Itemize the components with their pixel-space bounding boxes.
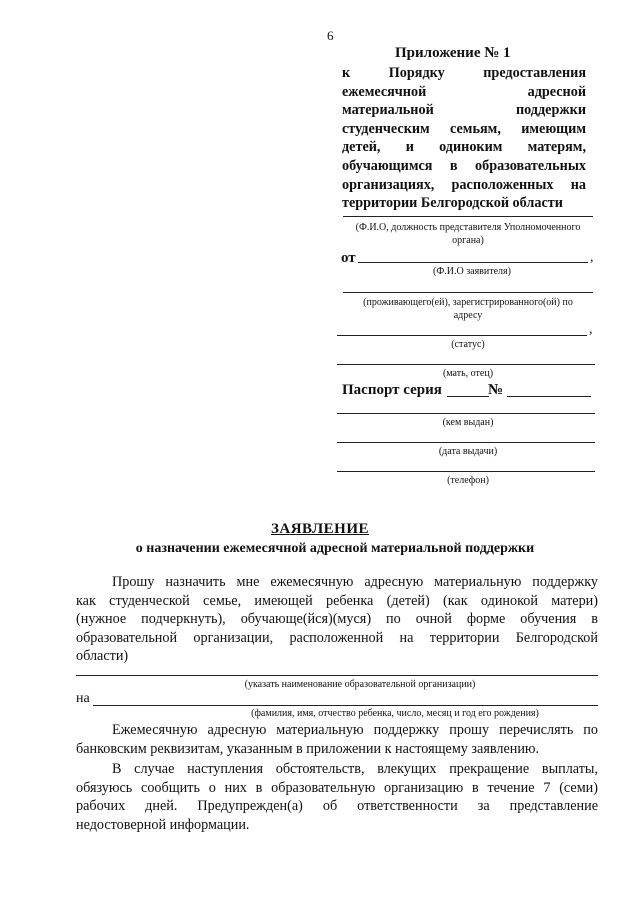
statement-title-text: ЗАЯВЛЕНИЕ — [270, 521, 370, 537]
appendix-line: детей, и одиноким матерям, — [342, 139, 586, 156]
passport-number-field[interactable] — [507, 396, 591, 397]
paragraph-line: как студенческой семье, имеющей ребенка (детей) (как одинокой матери) — [76, 592, 598, 609]
appendix-line: материальной поддержки — [342, 102, 586, 119]
appendix-line: к Порядку предоставления — [342, 65, 586, 81]
address-comma: , — [589, 322, 593, 337]
na-label: на — [76, 691, 90, 706]
issued-by-field-line[interactable] — [337, 413, 595, 414]
paragraph-line: недостоверной информации. — [76, 816, 250, 833]
page-number: 6 — [327, 28, 334, 43]
paragraph-line: области) — [76, 648, 129, 665]
statement-paragraph-1 — [76, 573, 598, 666]
appendix-line: организациях, расположенных на — [342, 176, 586, 193]
from-comma: , — [590, 250, 594, 265]
mother-father-caption: (мать, отец) — [442, 368, 494, 379]
statement-title — [0, 521, 640, 538]
applicant-caption: (Ф.И.О заявителя) — [433, 266, 511, 277]
paragraph-line: (нужное подчеркнуть), обучающе(йся)(муся) по очной форме обучения в — [76, 611, 598, 628]
phone-caption: (телефон) — [447, 475, 489, 486]
paragraph-line: банковским реквизитам, указанным в приложении к настоящему заявлению. — [76, 740, 540, 757]
address-caption-line-2: адресу — [453, 310, 483, 321]
child-field-line[interactable] — [93, 705, 598, 706]
passport-number-sign: № — [488, 382, 504, 398]
statement-paragraph-3 — [76, 760, 598, 834]
child-caption: (фамилия, имя, отчество ребенка, число, месяц и год его рождения) — [251, 708, 539, 719]
status-caption: (статус) — [451, 339, 485, 350]
applicant-field-line[interactable] — [358, 262, 588, 263]
statement-subtitle: о назначении ежемесячной адресной материальной поддержки — [135, 541, 535, 556]
official-caption-line-1: (Ф.И.О, должность представителя Уполномоченного — [355, 222, 581, 233]
issued-by-caption: (кем выдан) — [442, 417, 494, 428]
address-caption — [336, 296, 600, 322]
passport-series-field[interactable] — [447, 396, 489, 397]
passport-label: Паспорт серия — [342, 382, 442, 398]
status-field-line[interactable] — [337, 364, 595, 365]
paragraph-line: Прошу назначить мне ежемесячную адресную материальную поддержку — [112, 574, 598, 590]
organization-caption: (указать наименование образовательной организации) — [244, 679, 476, 690]
from-label: от — [341, 250, 356, 266]
issue-date-caption: (дата выдачи) — [438, 446, 498, 457]
paragraph-line: В случае наступления обстоятельств, влекущих прекращение выплаты, — [112, 761, 598, 777]
address-field-line-2[interactable] — [337, 335, 587, 336]
paragraph-line: образовательной организации, расположенной на территории Белгородской — [76, 629, 598, 646]
official-field-line[interactable] — [343, 216, 593, 217]
paragraph-line: обязуюсь сообщить о них в образовательную организацию в течение 7 (семи) — [76, 779, 598, 796]
phone-field-line[interactable] — [337, 471, 595, 472]
official-caption-line-2: органа) — [452, 235, 484, 246]
appendix-line: ежемесячной адресной — [342, 83, 586, 100]
address-field-line-1[interactable] — [343, 292, 593, 293]
paragraph-line: рабочих дней. Предупрежден(а) об ответственности за представление — [76, 798, 598, 815]
official-caption — [336, 221, 600, 247]
appendix-description — [342, 64, 586, 213]
address-caption-line-1: (проживающего(ей), зарегистрированного(ой) по — [363, 297, 573, 308]
statement-paragraph-2 — [76, 721, 598, 758]
appendix-line: обучающимся в образовательных — [342, 157, 586, 174]
appendix-line: студенческим семьям, имеющим — [342, 120, 586, 137]
organization-field-line[interactable] — [76, 675, 598, 676]
appendix-title: Приложение № 1 — [395, 45, 511, 61]
paragraph-line: Ежемесячную адресную материальную поддержку прошу перечислять по — [112, 722, 598, 738]
appendix-line: территории Белгородской области — [342, 195, 563, 212]
issue-date-field-line[interactable] — [337, 442, 595, 443]
